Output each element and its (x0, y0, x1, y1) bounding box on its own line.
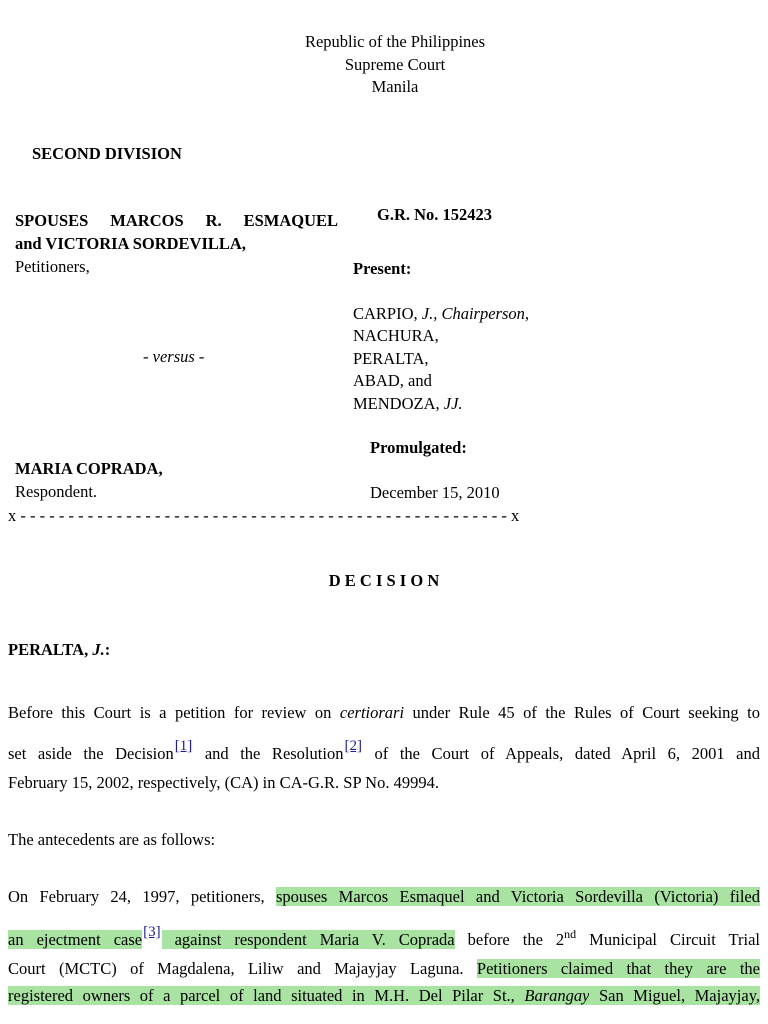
division-label: SECOND DIVISION (32, 144, 182, 163)
para3-line2: an ejectment case[3] against respondent Maria V. Coprada before the 2nd Municipal Circuit Trial (8, 924, 760, 949)
present-label: Present: (353, 259, 412, 278)
respondent-role: Respondent. (15, 482, 98, 501)
para3-line3: Court (MCTC) of Magdalena, Liliw and Majayjay Laguna. Petitioners claimed that they are the (8, 959, 760, 978)
justice-nachura: NACHURA, (353, 326, 439, 345)
justice-carpio: CARPIO, J., Chairperson, (353, 304, 530, 323)
para1-line2: set aside the Decision[1] and the Resolution[2] of the Court of Appeals, dated April 6, 2001 and (8, 738, 760, 763)
versus-label: - versus - (143, 347, 205, 366)
decision-title: D E C I S I O N (328, 571, 440, 590)
header-court: Supreme Court (344, 55, 446, 74)
header-republic: Republic of the Philippines (304, 32, 486, 51)
footnote-link-3[interactable]: [3] (143, 924, 161, 940)
justice-peralta: PERALTA, (353, 349, 429, 368)
ponente: PERALTA, J.: (8, 640, 111, 659)
para2: The antecedents are as follows: (8, 830, 216, 849)
para3-line4: registered owners of a parcel of land situated in M.H. Del Pilar St., Barangay San Miguel, Majayjay, (8, 986, 761, 1005)
petitioners-name-line2: and VICTORIA SORDEVILLA, (15, 234, 246, 253)
promulgated-date: December 15, 2010 (370, 483, 500, 502)
para3-line1: On February 24, 1997, petitioners, spouses Marcos Esmaquel and Victoria Sordevilla (Victoria) filed (8, 887, 760, 906)
petitioners-name-line1: SPOUSES MARCOS R. ESMAQUEL (15, 211, 338, 230)
justice-abad: ABAD, and (353, 371, 432, 390)
versus-text: versus (152, 347, 195, 366)
justice-mendoza: MENDOZA, JJ. (353, 394, 463, 413)
para1-line3: February 15, 2002, respectively, (CA) in CA-G.R. SP No. 49994. (8, 773, 439, 792)
header-city: Manila (371, 77, 419, 96)
gr-number: G.R. No. 152423 (377, 205, 493, 224)
footnote-link-2[interactable]: [2] (344, 738, 362, 754)
highlight-span: spouses Marcos Esmaquel and Victoria Sordevilla (Victoria) filed (275, 887, 760, 906)
petitioners-role: Petitioners, (15, 257, 90, 276)
footnote-link-1[interactable]: [1] (174, 738, 193, 754)
separator-line: x - - - - - - - - - - - - - - - - - - - - - - - - - - - - - - - - - - - - - - - - - - - - - - - - - - - x (8, 506, 520, 525)
respondent-name: MARIA COPRADA, (15, 459, 163, 478)
promulgated-label: Promulgated: (370, 438, 467, 457)
para1-line1: Before this Court is a petition for review on certiorari under Rule 45 of the Rules of Court seeking to (8, 703, 760, 722)
